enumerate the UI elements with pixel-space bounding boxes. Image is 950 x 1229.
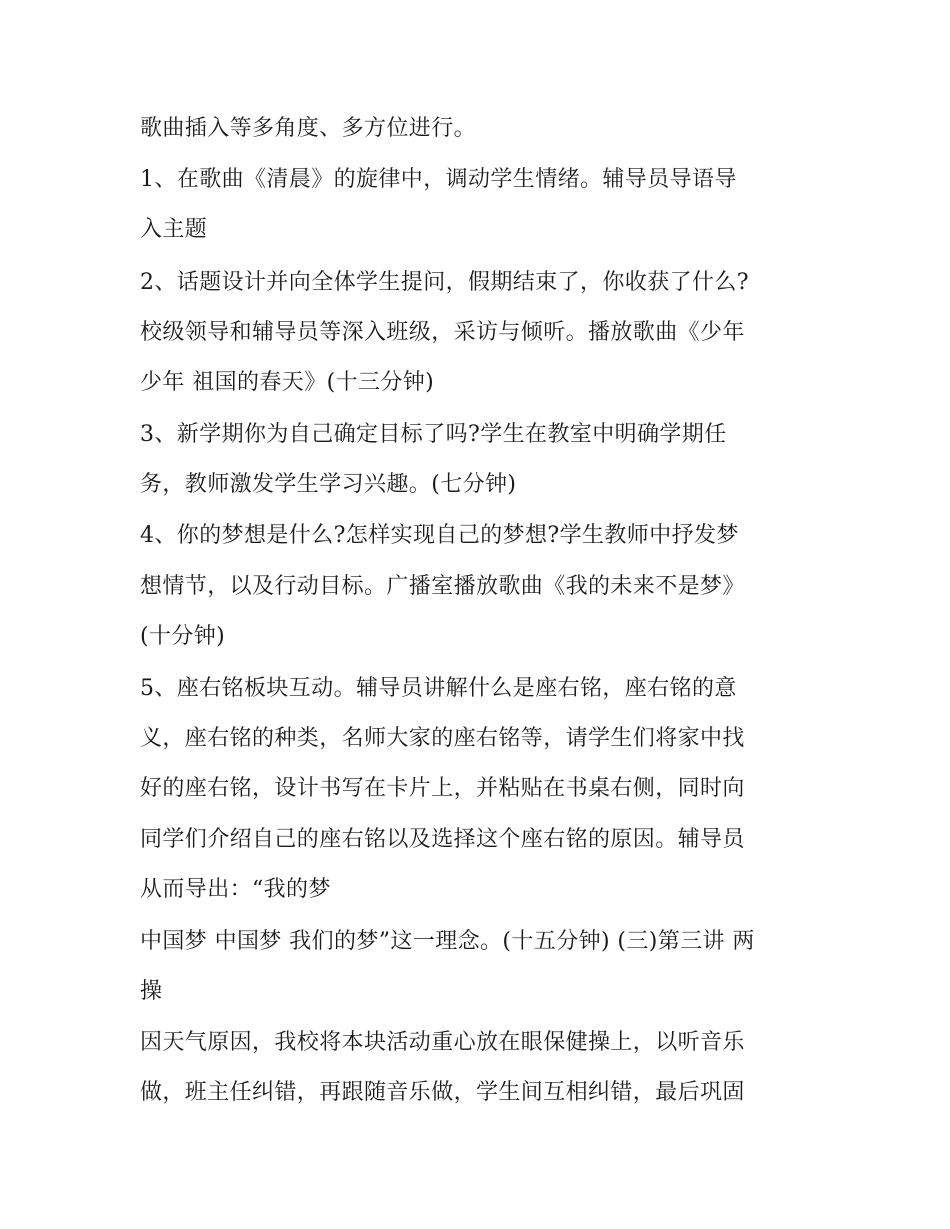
text-line: 4、你的梦想是什么?怎样实现自己的梦想?学生教师中抒发梦 <box>140 523 739 548</box>
text-line: 5、座右铭板块互动。辅导员讲解什么是座右铭，座右铭的意 <box>140 676 737 701</box>
text-line: 从而导出：“我的梦 <box>140 877 331 902</box>
text-line: 义，座右铭的种类，名师大家的座右铭等，请学生们将家中找 <box>140 726 745 751</box>
text-line: 因天气原因，我校将本块活动重心放在眼保健操上，以听音乐 <box>140 1030 745 1055</box>
text-line: 务，教师激发学生学习兴趣。(七分钟) <box>140 472 517 497</box>
text-line: 中国梦 中国梦 我们的梦”这一理念。(十五分钟) (三)第三讲 两 <box>140 929 755 954</box>
text-line: 做，班主任纠错，再跟随音乐做，学生间互相纠错，最后巩固 <box>140 1080 745 1105</box>
text-line: 想情节，以及行动目标。广播室播放歌曲《我的未来不是梦》 <box>140 574 745 599</box>
text-line: 3、新学期你为自己确定目标了吗?学生在教室中明确学期任 <box>140 422 727 447</box>
text-line: 1、在歌曲《清晨》的旋律中，调动学生情绪。辅导员导语导 <box>140 167 737 192</box>
text-line: 校级领导和辅导员等深入班级，采访与倾听。播放歌曲《少年 <box>140 320 745 345</box>
text-line: 好的座右铭，设计书写在卡片上，并粘贴在书桌右侧，同时向 <box>140 776 745 801</box>
text-line: 2、话题设计并向全体学生提问，假期结束了，你收获了什么? <box>140 270 749 295</box>
text-line: 同学们介绍自己的座右铭以及选择这个座右铭的原因。辅导员 <box>140 827 745 852</box>
text-line: (十分钟) <box>140 624 226 649</box>
text-line: 少年 祖国的春天》(十三分钟) <box>140 370 435 395</box>
text-line: 操 <box>140 979 163 1004</box>
text-line: 入主题 <box>140 217 208 242</box>
text-line: 歌曲插入等多角度、多方位进行。 <box>140 116 477 141</box>
